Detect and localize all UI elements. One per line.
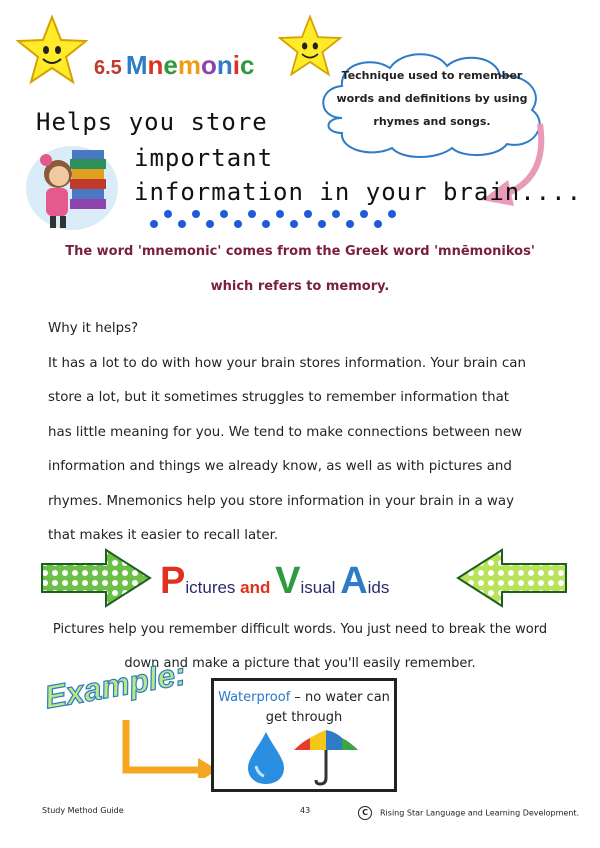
body-line: that makes it easier to recall later. <box>48 528 279 543</box>
heading-initial-p: P <box>160 560 186 602</box>
headline-line-1: Helps you store <box>36 108 268 136</box>
pictures-line: Pictures help you remember difficult words. You just need to break the word <box>52 622 548 637</box>
copyright-icon: C <box>358 806 372 820</box>
green-arrow-left-icon <box>456 548 568 608</box>
umbrella-icon <box>290 726 362 786</box>
title-letter: i <box>232 50 240 80</box>
headline-line-3: information in your brain.... <box>134 178 583 206</box>
page-title <box>94 50 254 81</box>
example-label: Example: <box>42 655 189 716</box>
example-caption-rest: – no water can get through <box>265 690 390 725</box>
heading-and: and <box>240 578 271 597</box>
body-text <box>48 312 568 554</box>
footer-guide-name: Study Method Guide <box>42 806 124 815</box>
body-line: store a lot, but it sometimes struggles to remember information that <box>48 390 510 405</box>
origin-line-2: which refers to memory. <box>210 279 390 294</box>
cloud-text: Technique used to remember words and definitions by using rhymes and songs. <box>336 69 528 128</box>
title-word <box>126 50 255 80</box>
star-icon <box>16 14 88 86</box>
title-letter: M <box>125 50 148 80</box>
water-drop-icon <box>246 730 286 784</box>
heading-word: ids <box>367 578 390 597</box>
section-heading <box>160 560 389 603</box>
heading-initial-v: V <box>275 560 301 602</box>
body-heading: Why it helps? <box>48 321 139 336</box>
section-number: 6.5 <box>94 57 122 79</box>
example-word: Waterproof <box>218 690 291 705</box>
title-letter: e <box>163 50 178 80</box>
heading-word: isual <box>300 578 336 597</box>
title-letter: n <box>147 50 164 80</box>
body-line: It has a lot to do with how your brain stores information. Your brain can <box>48 355 526 371</box>
title-letter: c <box>239 50 255 80</box>
girl-with-books-icon <box>24 140 120 232</box>
blue-dots-divider <box>148 206 398 232</box>
body-line: rhymes. Mnemonics help you store information in your brain in a way <box>48 493 515 509</box>
body-line: information and things we already know, as well as with pictures and <box>48 459 512 474</box>
body-line: has little meaning for you. We tend to make connections between new <box>48 424 523 440</box>
title-letter: o <box>200 50 217 80</box>
example-caption <box>216 688 392 728</box>
heading-word: ictures <box>185 578 236 597</box>
title-letter: m <box>177 50 201 80</box>
footer-org: Rising Star Language and Learning Development. <box>380 808 580 818</box>
orange-arrow <box>120 718 220 778</box>
origin-line-1: The word 'mnemonic' comes from the Greek word 'mnēmonikos' <box>65 244 535 259</box>
green-arrow-right-icon <box>40 548 152 608</box>
footer-copyright <box>358 806 579 820</box>
pictures-line: down and make a picture that you'll easily remember. <box>124 656 476 671</box>
page-number: 43 <box>300 806 311 815</box>
title-letter: n <box>216 50 233 80</box>
heading-initial-a: A <box>340 560 368 602</box>
headline-line-2: important <box>134 144 274 172</box>
